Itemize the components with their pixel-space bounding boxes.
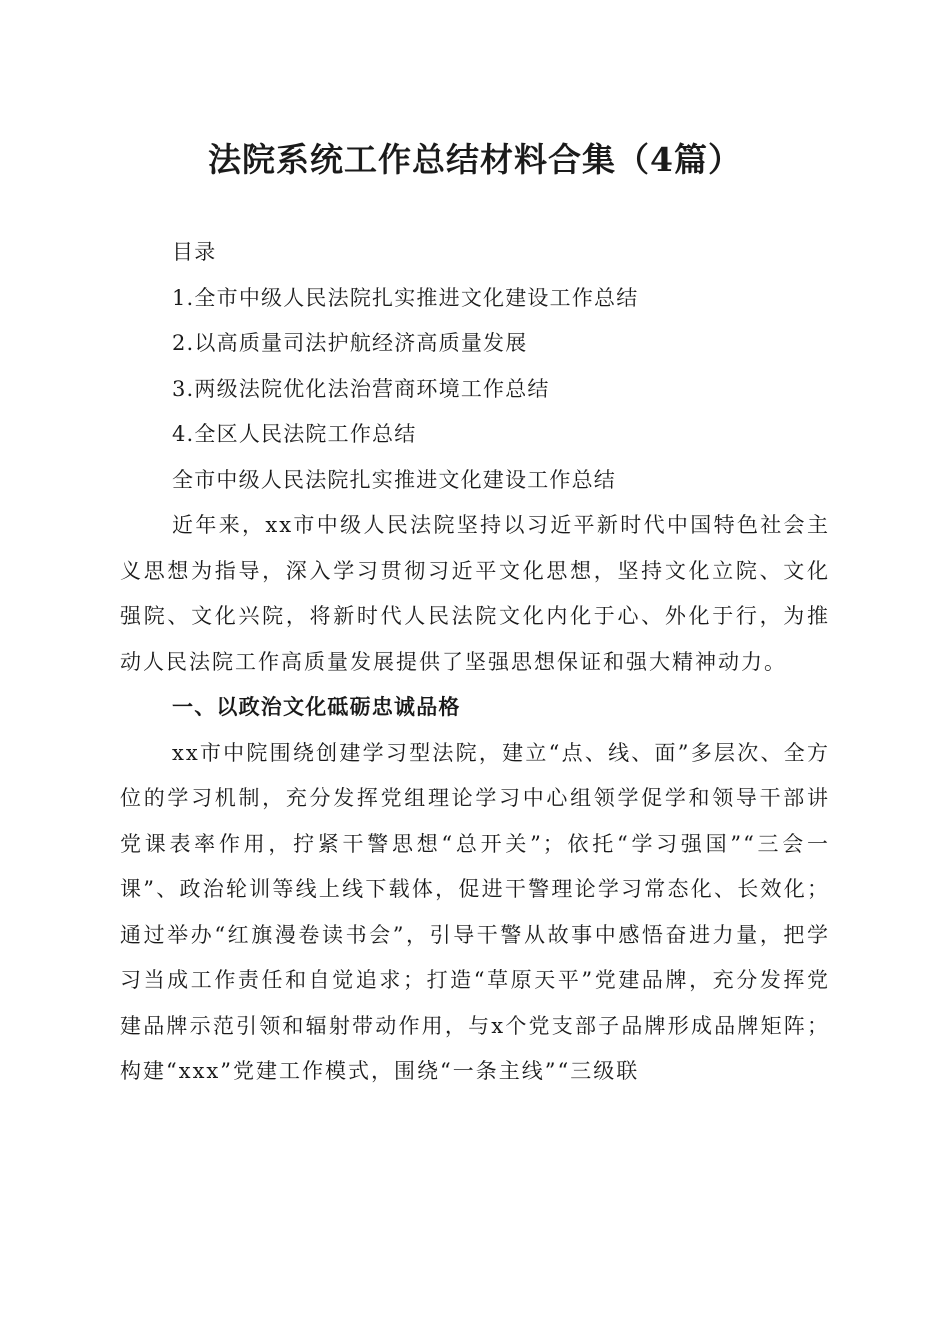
toc-item: 4.全区人民法院工作总结 <box>172 422 417 446</box>
toc-label: 目录 <box>172 240 217 264</box>
document-body <box>120 230 830 1095</box>
intro-paragraph: 近年来，xx市中级人民法院坚持以习近平新时代中国特色社会主义思想为指导，深入学习贯彻习近平文化思想，坚持文化立院、文化强院、文化兴院，将新时代人民法院文化内化于心、外化于行，为推动人民法院工作高质量发展提供了坚强思想保证和强大精神动力。 <box>120 513 830 674</box>
section-title: 全市中级人民法院扎实推进文化建设工作总结 <box>172 467 616 492</box>
toc-item: 2.以高质量司法护航经济高质量发展 <box>172 331 528 355</box>
section-heading: 一、以政治文化砥砺忠诚品格 <box>172 695 461 719</box>
toc-item: 3.两级法院优化法治营商环境工作总结 <box>172 376 550 401</box>
toc-item: 1.全市中级人民法院扎实推进文化建设工作总结 <box>172 285 639 310</box>
body-paragraph: xx市中院围绕创建学习型法院，建立“点、线、面”多层次、全方位的学习机制，充分发挥党组理论学习中心组领学促学和领导干部讲党课表率作用，拧紧干警思想“总开关”；依托“学习强国”“三会一课”、政治轮训等线上线下载体，促进干警理论学习常态化、长效化；通过举办“红旗漫卷读书会”，引导干警从故事中感悟奋进力量，把学习当成工作责任和自觉追求；打造“草原天平”党建品牌，充分发挥党建品牌示范引领和辐射带动作用，与x个党支部子品牌形成品牌矩阵；构建“xxx”党建工作模式，围绕“一条主线”“三级联 <box>120 740 830 1083</box>
document-title: 法院系统工作总结材料合集（4篇） <box>208 140 742 179</box>
